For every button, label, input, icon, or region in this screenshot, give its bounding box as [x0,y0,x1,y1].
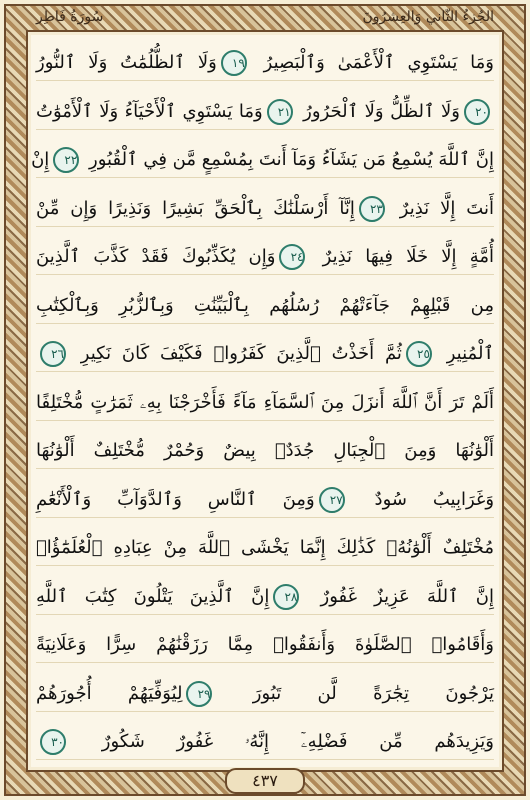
text-line [36,46,494,81]
ayah-number-marker: ٢١ [267,99,293,125]
text-line [36,531,494,566]
verse-text: وَغَرَابِيبُ سُودٌ [348,488,495,510]
quran-text [31,46,495,760]
verse-text: إِنَّآ أَرْسَلْنَٰكَ بِٱلْحَقِّ بَشِيرًا وَنَذِيرًا وَإِن مِّنْ [36,197,355,219]
text-line [36,289,494,324]
verse-text: أَنتَ إِلَّا نَذِيرٌ [388,197,494,219]
ayah-number-marker: ٢٠ [464,99,490,125]
text-line [31,143,494,178]
text-line [36,386,494,421]
text-line [36,725,494,760]
text-line [36,580,494,615]
verse-text: يَرْجُونَ تِجَٰرَةً لَّن تَبُورَ [216,682,494,704]
ayah-number-marker: ٢٣ [359,196,385,222]
verse-text: وَمَا يَسْتَوِي ٱلْأَعْمَىٰ وَٱلْبَصِيرُ [250,52,494,73]
verse-text: أُمَّةٍ إِلَّا خَلَا فِيهَا نَذِيرٌ [309,246,494,267]
text-line [36,192,494,227]
juz-name: الجُزءُ الثّاني وَالعِشرُونَ [362,9,494,25]
surah-name: سُورَةُ فَاطِر [36,9,104,25]
ayah-number-marker: ٢٤ [279,244,305,270]
verse-text: لِيُوَفِّيَهُمْ أُجُورَهُمْ [36,682,183,704]
verse-text: أَلَمْ تَرَ أَنَّ ٱللَّهَ أَنزَلَ مِنَ ٱلسَّمَآءِ مَآءً فَأَخْرَجْنَا بِهِۦ ثَمَرَٰتٍ مُّخْتَلِفًا [36,391,494,413]
ayah-number-marker: ٢٧ [319,487,345,513]
verse-text: وَيَزِيدَهُم مِّن فَضْلِهِۦٓ إِنَّهُۥ غَفُورٌ شَكُورٌ [70,731,494,752]
verse-text: إِنَّ ٱللَّهَ عَزِيزٌ غَفُورٌ [303,585,494,607]
verse-text: وَمِنَ ٱلنَّاسِ وَٱلدَّوَآبِّ وَٱلْأَنْعَٰمِ [36,488,315,510]
verse-text: وَلَا ٱلظُّلُمَٰتُ وَلَا ٱلنُّورُ [36,52,217,73]
text-line [36,434,494,469]
ayah-number-marker: ١٩ [221,50,247,76]
page-header [26,6,504,28]
verse-text: أَلْوَٰنُهَا وَمِنَ ٱلْجِبَالِ جُدَدٌۢ بِيضٌ وَحُمْرٌ مُّخْتَلِفٌ أَلْوَٰنُهَا [36,440,494,461]
verse-text: وَمَا يَسْتَوِي ٱلْأَحْيَآءُ وَلَا ٱلْأَمْوَٰتُ [36,100,263,122]
text-line [36,95,494,130]
verse-text: وَأَقَامُوا۟ ٱلصَّلَوٰةَ وَأَنفَقُوا۟ مِمَّا رَزَقْنَٰهُمْ سِرًّا وَعَلَانِيَةً [36,634,494,655]
verse-text: إِنَّ ٱللَّهَ يُسْمِعُ مَن يَشَآءُ وَمَآ أَنتَ بِمُسْمِعٍ مَّن فِي ٱلْقُبُورِ [83,149,494,170]
verse-text: إِنْ [31,149,50,170]
verse-text: وَإِن يُكَذِّبُوكَ فَقَدْ كَذَّبَ ٱلَّذِينَ [36,246,276,267]
text-line [36,628,494,663]
verse-text: مُخْتَلِفٌ أَلْوَٰنُهُۥ كَذَٰلِكَ إِنَّمَا يَخْشَى ٱللَّهَ مِنْ عِبَادِهِ ٱلْعُلَمَٰٓؤُا۟ [36,537,494,558]
ayah-number-marker: ٢٢ [53,147,79,173]
ayah-number-marker: ٢٨ [273,584,299,610]
ayah-number-marker: ٣٠ [40,729,66,755]
verse-text: وَلَا ٱلظِّلُّ وَلَا ٱلْحَرُورُ [296,100,460,122]
verse-text: مِن قَبْلِهِمْ جَآءَتْهُمْ رُسُلُهُم بِٱلْبَيِّنَٰتِ وَبِٱلزُّبُرِ وَبِٱلْكِتَٰبِ [36,294,494,316]
ayah-number-marker: ٢٩ [186,681,212,707]
ayah-number-marker: ٢٥ [406,341,432,367]
page-number: ٤٣٧ [225,768,305,794]
verse-text: إِنَّ ٱلَّذِينَ يَتْلُونَ كِتَٰبَ ٱللَّهِ [36,585,270,607]
ayah-number-marker: ٢٦ [40,341,66,367]
verse-text: ٱلْمُنِيرِ [435,343,494,364]
text-line [36,677,494,712]
verse-text: ثُمَّ أَخَذْتُ ٱلَّذِينَ كَفَرُوا۟ فَكَيْفَ كَانَ نَكِيرِ [70,343,402,364]
text-line [36,240,494,275]
text-line [36,337,494,372]
text-line [36,483,494,518]
